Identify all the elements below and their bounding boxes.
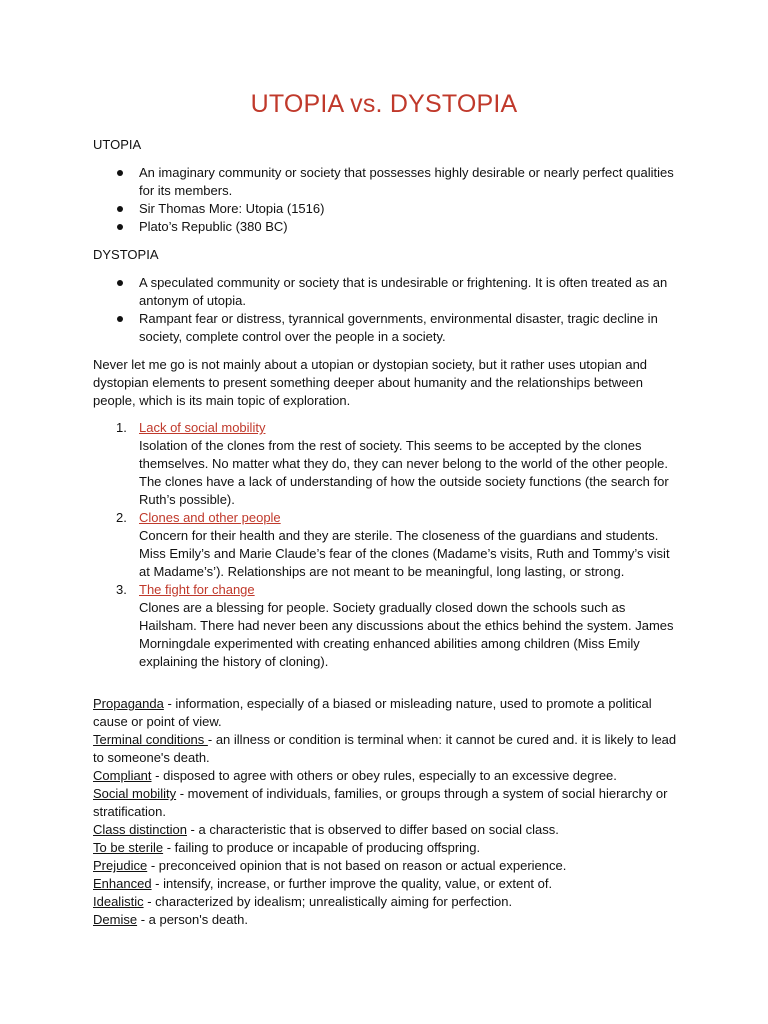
glossary-term: Prejudice [93,858,148,873]
list-item: Sir Thomas More: Utopia (1516) [93,200,683,218]
glossary-entry [93,839,683,857]
glossary-term: Terminal conditions [93,732,208,747]
glossary-entry [93,695,683,731]
topics-list [93,419,683,671]
glossary-entry [93,731,683,767]
document-title: UTOPIA vs. DYSTOPIA [250,90,518,118]
glossary-entry [93,785,683,821]
list-item: Rampant fear or distress, tyrannical governments, environmental disaster, tragic decline in society, complete control over the people in a society. [93,310,683,346]
glossary-definition: - intensify, increase, or further improve the quality, value, or extent of. [151,876,553,891]
topic-text: Concern for their health and they are sterile. The closeness of the guardians and students. Miss Emily’s and Marie Claude’s fear of the clones (Madame’s visits, Ruth and Tommy’s visit at Madame’s’). Relationships are not meant to be meaningful, long lasting, or strong. [139,528,670,579]
glossary-entry [93,857,683,875]
glossary-definition: - characterized by idealism; unrealistically aiming for perfection. [143,894,513,909]
glossary-term: Propaganda [93,696,164,711]
glossary-definition: - an illness or condition is terminal when: it cannot be cured and. it is likely to lead to someone's death. [93,732,677,765]
topic-item [93,581,683,671]
glossary-term: Idealistic [93,894,144,909]
glossary-term: Enhanced [93,876,152,891]
topic-number: 1. [116,420,127,435]
topic-title-link[interactable]: The fight for change [139,582,255,597]
glossary-entry [93,875,683,893]
list-item: Plato’s Republic (380 BC) [93,218,683,236]
glossary [93,695,683,929]
topic-item [93,419,683,509]
topic-title-link[interactable]: Lack of social mobility [139,420,266,435]
glossary-definition: - information, especially of a biased or misleading nature, used to promote a political cause or point of view. [93,696,652,729]
glossary-definition: - failing to produce or incapable of producing offspring. [163,840,481,855]
topic-text: Isolation of the clones from the rest of society. This seems to be accepted by the clones themselves. No matter what they do, they can never belong to the world of the other people. The clones have a lack of understanding of how the outside society functions (the search for Ruth’s possible). [139,438,669,507]
topic-item [93,509,683,581]
intro-paragraph: Never let me go is not mainly about a utopian or dystopian society, but it rather uses utopian and dystopian elements to present something deeper about humanity and the relationships between people, which is its main topic of exploration. [93,357,648,408]
utopia-heading: UTOPIA [93,137,142,152]
topic-number: 2. [116,510,127,525]
glossary-definition: - disposed to agree with others or obey rules, especially to an excessive degree. [151,768,617,783]
glossary-entry [93,821,683,839]
glossary-definition: - a person's death. [137,912,248,927]
dystopia-bullet-list [93,274,683,346]
topic-text: Clones are a blessing for people. Society gradually closed down the schools such as Hailsham. There had never been any discussions about the ethics behind the system. James Morningdale experimented with creating enhanced abilities among children (Miss Emily explaining the history of cloning). [139,600,674,669]
glossary-definition: - preconceived opinion that is not based on reason or actual experience. [147,858,567,873]
topic-number: 3. [116,582,127,597]
glossary-term: Social mobility [93,786,177,801]
topic-title-link[interactable]: Clones and other people [139,510,281,525]
glossary-term: Compliant [93,768,152,783]
list-item: A speculated community or society that is undesirable or frightening. It is often treated as an antonym of utopia. [93,274,683,310]
utopia-bullet-list [93,164,683,236]
glossary-entry [93,911,683,929]
list-item: An imaginary community or society that possesses highly desirable or nearly perfect qualities for its members. [93,164,683,200]
dystopia-heading: DYSTOPIA [93,247,159,262]
glossary-entry [93,893,683,911]
glossary-term: Class distinction [93,822,187,837]
glossary-entry [93,767,683,785]
glossary-term: To be sterile [93,840,164,855]
glossary-term: Demise [93,912,138,927]
glossary-definition: - a characteristic that is observed to differ based on social class. [186,822,559,837]
glossary-definition: - movement of individuals, families, or groups through a system of social hierarchy or stratification. [93,786,668,819]
